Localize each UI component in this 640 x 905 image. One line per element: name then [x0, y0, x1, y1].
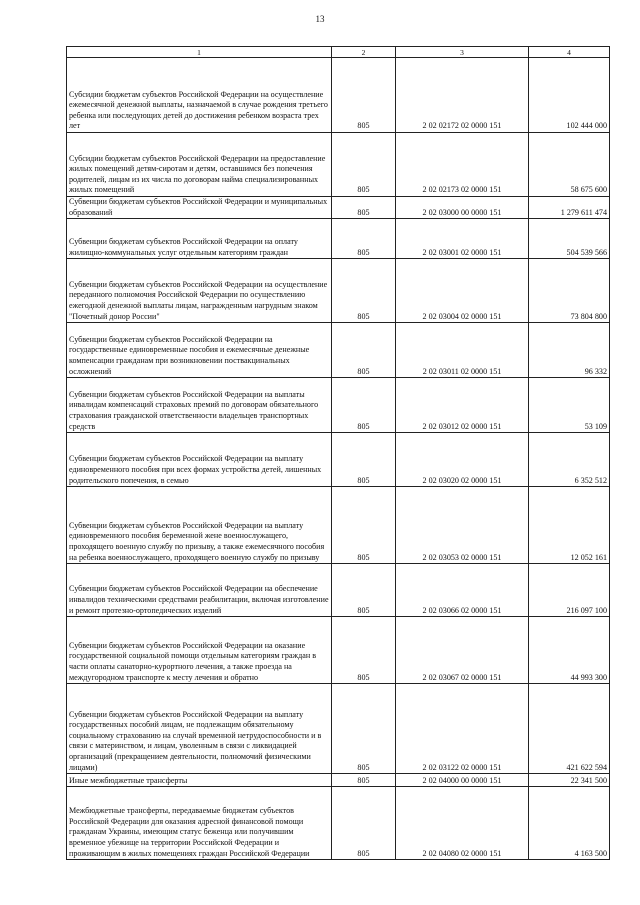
row-kbk-cell: 2 02 03004 02 0000 151 [396, 259, 529, 323]
row-name-cell: Субвенции бюджетам субъектов Российской Федерации на государственные единовременные пособия и ежемесячные денежные компенсации гражданам при возникновении поствакцинальных осложнений [67, 323, 332, 378]
row-name-cell: Субвенции бюджетам субъектов Российской Федерации на обеспечение инвалидов техническими средствами реабилитации, включая изготовление и ремонт протезно-ортопедических изделий [67, 564, 332, 617]
row-amount-cell: 102 444 000 [529, 58, 610, 133]
table-row [67, 197, 610, 219]
row-kbk-cell: 2 02 03020 02 0000 151 [396, 433, 529, 487]
row-code-cell: 805 [332, 323, 396, 378]
row-amount-cell: 53 109 [529, 378, 610, 433]
row-amount-cell: 44 993 300 [529, 617, 610, 684]
row-code-cell: 805 [332, 433, 396, 487]
row-name-cell: Субвенции бюджетам субъектов Российской Федерации на выплату единовременного пособия беременной жене военнослужащего, проходящего военную службу по призыву, а также ежемесячного пособия на ребенка военнослужащего, проходящего военную службу по призыву [67, 487, 332, 564]
row-code-cell: 805 [332, 564, 396, 617]
table-row [67, 684, 610, 774]
row-kbk-cell: 2 02 03011 02 0000 151 [396, 323, 529, 378]
table-row [67, 133, 610, 197]
table-row [67, 564, 610, 617]
row-name-cell: Субвенции бюджетам субъектов Российской Федерации на осуществление переданного полномочия Российской Федерации по осуществлению ежегодной денежной выплаты лицам, награжденным нагрудным знаком "Почетный донор России" [67, 259, 332, 323]
row-code-cell: 805 [332, 378, 396, 433]
table-row [67, 378, 610, 433]
row-amount-cell: 421 622 594 [529, 684, 610, 774]
row-kbk-cell: 2 02 04080 02 0000 151 [396, 787, 529, 860]
row-name-cell: Субвенции бюджетам субъектов Российской Федерации на выплату государственных пособий лицам, не подлежащим обязательному социальному страхованию на случай временной нетрудоспособности и в связи с материнством, и лицам, уволенным в связи с ликвидацией организаций (прекращением деятельности, полномочий физическими лицами) [67, 684, 332, 774]
table-row [67, 487, 610, 564]
row-amount-cell: 504 539 566 [529, 219, 610, 259]
row-kbk-cell: 2 02 03001 02 0000 151 [396, 219, 529, 259]
row-code-cell: 805 [332, 774, 396, 787]
row-name-cell: Иные межбюджетные трансферты [67, 774, 332, 787]
row-kbk-cell: 2 02 02172 02 0000 151 [396, 58, 529, 133]
row-code-cell: 805 [332, 487, 396, 564]
table-row [67, 433, 610, 487]
table-row [67, 774, 610, 787]
row-code-cell: 805 [332, 197, 396, 219]
column-header: 4 [529, 47, 610, 58]
table-row [67, 219, 610, 259]
row-name-cell: Субсидии бюджетам субъектов Российской Федерации на предоставление жилых помещений детям-сиротам и детям, оставшимся без попечения родителей, лицам из их числа по договорам найма специализированных жилых помещений [67, 133, 332, 197]
row-kbk-cell: 2 02 03000 00 0000 151 [396, 197, 529, 219]
row-kbk-cell: 2 02 03066 02 0000 151 [396, 564, 529, 617]
table-row [67, 259, 610, 323]
row-code-cell: 805 [332, 617, 396, 684]
row-amount-cell: 216 097 100 [529, 564, 610, 617]
row-amount-cell: 73 804 800 [529, 259, 610, 323]
row-code-cell: 805 [332, 684, 396, 774]
row-code-cell: 805 [332, 58, 396, 133]
row-kbk-cell: 2 02 03012 02 0000 151 [396, 378, 529, 433]
row-amount-cell: 12 052 161 [529, 487, 610, 564]
budget-table [66, 46, 610, 860]
row-name-cell: Субвенции бюджетам субъектов Российской Федерации и муниципальных образований [67, 197, 332, 219]
row-code-cell: 805 [332, 219, 396, 259]
row-code-cell: 805 [332, 133, 396, 197]
table-row [67, 617, 610, 684]
row-kbk-cell: 2 02 02173 02 0000 151 [396, 133, 529, 197]
row-amount-cell: 1 279 611 474 [529, 197, 610, 219]
row-amount-cell: 6 352 512 [529, 433, 610, 487]
row-name-cell: Межбюджетные трансферты, передаваемые бюджетам субъектов Российской Федерации для оказания адресной финансовой помощи гражданам Украины, имеющим статус беженца или получившим временное убежище на территории Российской Федерации и проживающим в жилых помещениях граждан Российской Федерации [67, 787, 332, 860]
row-amount-cell: 22 341 500 [529, 774, 610, 787]
column-header: 3 [396, 47, 529, 58]
row-kbk-cell: 2 02 04000 00 0000 151 [396, 774, 529, 787]
row-code-cell: 805 [332, 787, 396, 860]
row-kbk-cell: 2 02 03067 02 0000 151 [396, 617, 529, 684]
page-number: 13 [315, 14, 325, 24]
row-name-cell: Субсидии бюджетам субъектов Российской Федерации на осуществление ежемесячной денежной выплаты, назначаемой в случае рождения третьего ребенка или последующих детей до достижения ребенком возраста трех лет [67, 58, 332, 133]
row-amount-cell: 96 332 [529, 323, 610, 378]
row-name-cell: Субвенции бюджетам субъектов Российской Федерации на выплату единовременного пособия при всех формах устройства детей, лишенных родительского попечения, в семью [67, 433, 332, 487]
row-amount-cell: 4 163 500 [529, 787, 610, 860]
row-name-cell: Субвенции бюджетам субъектов Российской Федерации на оказание государственной социальной помощи отдельным категориям граждан в части оплаты санаторно-курортного лечения, а также проезда на междугородном транспорте к месту лечения и обратно [67, 617, 332, 684]
row-name-cell: Субвенции бюджетам субъектов Российской Федерации на выплаты инвалидам компенсаций страховых премий по договорам обязательного страхования гражданской ответственности владельцев транспортных средств [67, 378, 332, 433]
row-code-cell: 805 [332, 259, 396, 323]
row-kbk-cell: 2 02 03053 02 0000 151 [396, 487, 529, 564]
row-kbk-cell: 2 02 03122 02 0000 151 [396, 684, 529, 774]
column-header: 1 [67, 47, 332, 58]
table-row [67, 787, 610, 860]
header-row [67, 47, 610, 58]
row-name-cell: Субвенции бюджетам субъектов Российской Федерации на оплату жилищно-коммунальных услуг отдельным категориям граждан [67, 219, 332, 259]
column-header: 2 [332, 47, 396, 58]
table-row [67, 58, 610, 133]
table-row [67, 323, 610, 378]
row-amount-cell: 58 675 600 [529, 133, 610, 197]
